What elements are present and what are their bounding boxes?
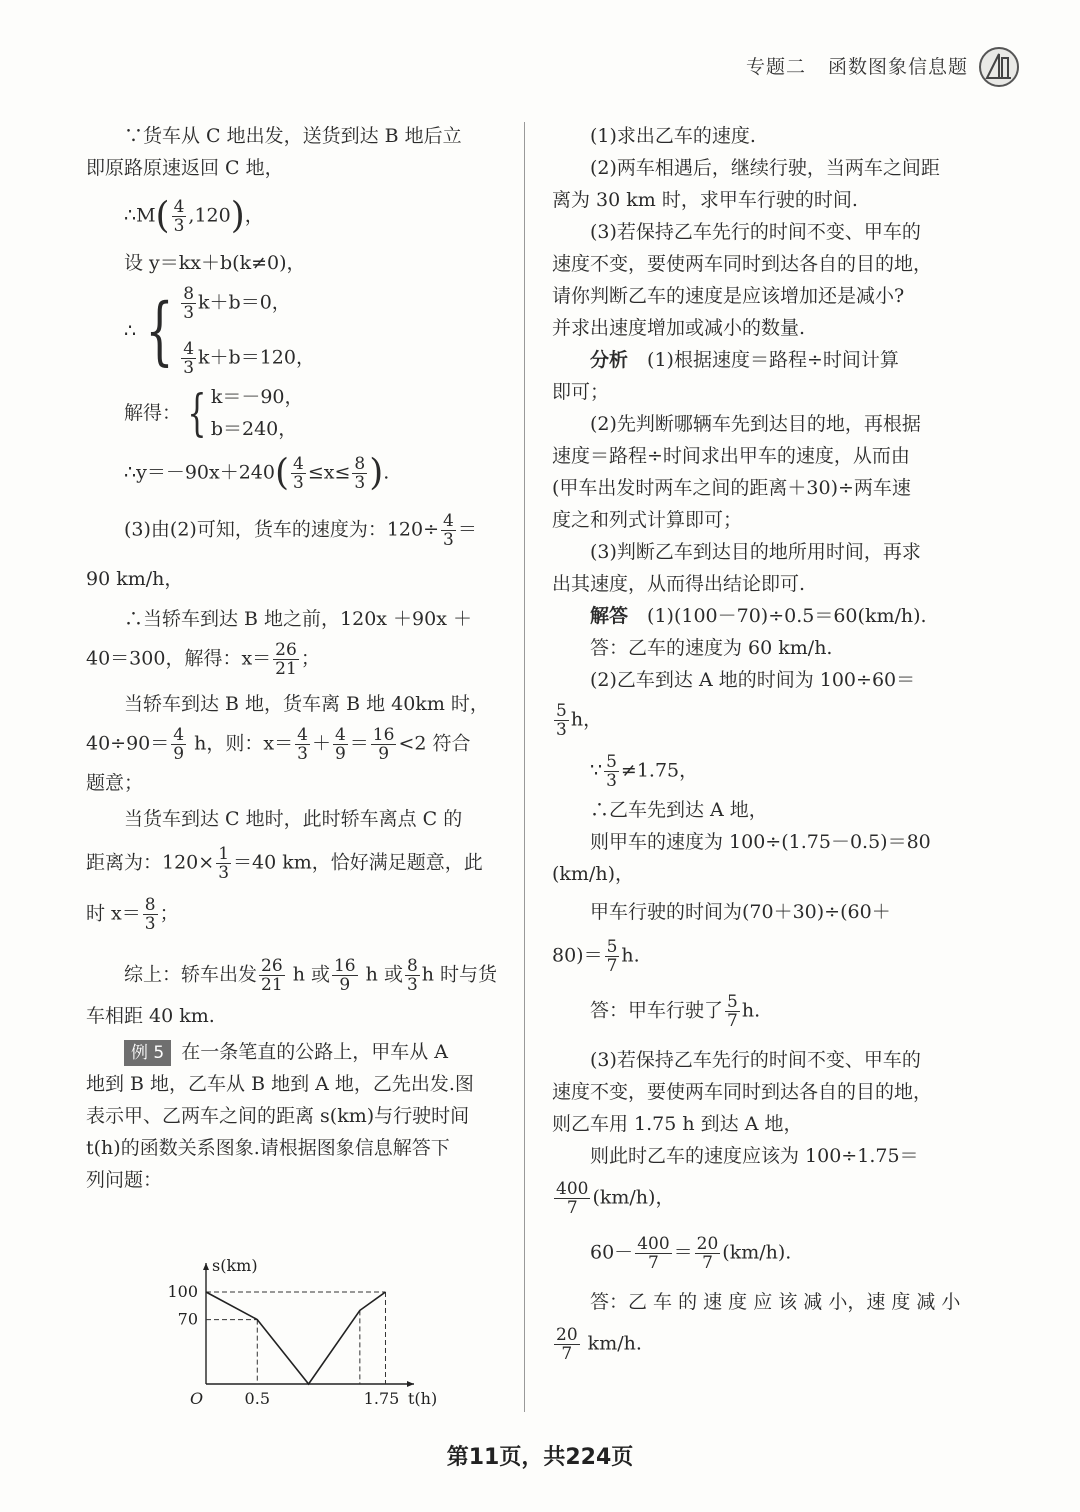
text-line: 答：乙 车 的 速 度 应 该 减 小，速 度 减 小 — [590, 1291, 961, 1313]
x-axis-arrow — [407, 1381, 414, 1387]
text-line: 则乙车用 1.75 h 到达 A 地， — [552, 1113, 803, 1135]
text-line: (2)先判断哪辆车先到达目的地，再根据 — [590, 413, 921, 435]
text-line: (3)若保持乙车先行的时间不变、甲车的 — [590, 1049, 921, 1071]
text-line: 即原路原速返回 C 地， — [86, 157, 284, 179]
text-line: (2)乙车到达 A 地的时间为 100÷60＝ — [590, 669, 916, 691]
text-line: ∵ $\frac{5}{3}$ ≠1.75， — [590, 752, 699, 791]
text-line: ∴y＝－90x＋240( $\frac{4}{3}$ ≤x≤ $\frac{8}{3}$ ). — [124, 452, 390, 494]
fraction: $\frac{4}{3}$ — [173, 197, 185, 236]
text-line: 则此时乙车的速度应该为 100÷1.75＝ — [590, 1145, 919, 1167]
right-column — [552, 120, 964, 1363]
text-line: 则甲车的速度为 100÷(1.75－0.5)＝80 — [590, 831, 931, 853]
header-text — [746, 52, 968, 79]
text-line: 请你判断乙车的速度是应该增加还是减小? — [552, 285, 905, 307]
text-line: ∴M( $\frac{4}{3}$ ,120)， — [124, 195, 264, 237]
text-line: (3)判断乙车到达目的地所用时间，再求 — [590, 541, 921, 563]
text-line: t(h)的函数关系图象.请根据图象信息解答下 — [86, 1137, 450, 1159]
text-line: 设 y＝kx＋b(k≠0)， — [124, 252, 306, 274]
text-line: 答：甲车行驶了 $\frac{5}{7}$ h. — [590, 992, 761, 1031]
x-tick-label: 1.75 — [363, 1389, 400, 1408]
text-line: 列问题： — [86, 1169, 163, 1191]
text-line: (3)由(2)可知，货车的速度为：120÷ $\frac{4}{3}$ ＝ — [124, 511, 477, 550]
text-line: 出其速度，从而得出结论即可. — [552, 573, 806, 595]
text-line: 即可； — [552, 381, 610, 403]
text-line: $\frac{20}{7}$ km/h. — [556, 1325, 642, 1364]
text-line: (km/h)， — [552, 863, 634, 885]
text-line: 速度＝路程÷时间求出甲车的速度，从而由 — [552, 445, 910, 467]
answer-label: 解答 — [590, 605, 629, 627]
text-line: $\frac{400}{7}$ (km/h)， — [556, 1179, 675, 1218]
text-line: 并求出速度增加或减小的数量. — [552, 317, 806, 339]
text-line: 离为 30 km 时，求甲车行驶的时间. — [552, 189, 858, 211]
y-axis-label: s(km) — [212, 1256, 258, 1275]
text-line: 距离为：120× $\frac{1}{3}$ ＝40 km，恰好满足题意，此 — [86, 844, 483, 883]
analysis-label: 分析 — [590, 349, 629, 371]
y-axis-arrow — [203, 1263, 209, 1270]
left-column — [86, 120, 498, 1196]
text-line: 例 5 在一条笔直的公路上，甲车从 A — [86, 1036, 498, 1068]
header-title: 函数图象信息题 — [827, 56, 968, 78]
column-divider — [524, 122, 525, 1412]
text-line: 时 x＝ $\frac{8}{3}$ ； — [86, 895, 179, 934]
text-line: 80)＝ $\frac{5}{7}$ h. — [552, 937, 640, 976]
text-line: 表示甲、乙两车之间的距离 s(km)与行驶时间 — [86, 1105, 470, 1127]
y-tick-label: 100 — [167, 1282, 198, 1301]
text-line: 60－ $\frac{400}{7}$ ＝ $\frac{20}{7}$ (km/h). — [590, 1234, 792, 1273]
text-line: ∵货车从 C 地出发，送货到达 B 地后立 — [124, 125, 462, 147]
origin-label: O — [190, 1389, 204, 1408]
text-line: ∴乙车先到达 A 地， — [590, 799, 768, 821]
text-line: 40＝300，解得：x＝ $\frac{26}{21}$ ； — [86, 640, 320, 679]
distance-time-chart — [166, 1256, 438, 1412]
text-line: 速度不变，要使两车同时到达各自的目的地， — [552, 253, 933, 275]
text-line: 题意； — [86, 772, 144, 794]
page-header — [0, 46, 1080, 86]
y-tick-label: 70 — [177, 1309, 198, 1329]
header-topic: 专题二 — [745, 56, 806, 78]
text-line: 解答 (1)(100－70)÷0.5＝60(km/h). — [590, 605, 927, 627]
text-line: (甲车出发时两车之间的距离＋30)÷两车速 — [552, 477, 911, 499]
solution-system: 解得： { k＝－90， b＝240， — [124, 384, 304, 442]
text-line: 速度不变，要使两车同时到达各自的目的地， — [552, 1081, 933, 1103]
text-line: 40÷90＝ $\frac{4}{9}$ h，则：x＝ $\frac{4}{3}$ ＋ $\frac{4}{9}$ ＝ $\frac{16}{9}$ <2 符合 — [86, 725, 471, 764]
text-line: 90 km/h， — [86, 568, 184, 590]
text-line: 车相距 40 km. — [86, 1005, 215, 1027]
text-line: $\frac{5}{3}$ h， — [556, 701, 603, 740]
page-number: 第11页，共224页 — [446, 1445, 634, 1470]
x-axis-label: t(h) — [408, 1389, 438, 1408]
text-line: 度之和列式计算即可； — [552, 509, 743, 531]
text-line: (2)两车相遇后，继续行驶，当两车之间距 — [590, 157, 940, 179]
text-line: 答：乙车的速度为 60 km/h. — [590, 637, 833, 659]
text-line: (3)若保持乙车先行的时间不变、甲车的 — [590, 221, 921, 243]
text-line: (1)求出乙车的速度. — [590, 125, 756, 147]
text-line: 当货车到达 C 地时，此时轿车离点 C 的 — [124, 808, 463, 830]
text-line: ∴当轿车到达 B 地之前，120x ＋90x ＋ — [124, 608, 472, 630]
text-line: 甲车行驶的时间为(70＋30)÷(60＋ — [590, 901, 891, 923]
text-line: 分析 (1)根据速度＝路程÷时间计算 — [590, 349, 899, 371]
geometry-tools-icon — [978, 46, 1020, 88]
example-tag: 例 5 — [124, 1040, 171, 1066]
text-line: 综上：轿车出发 $\frac{26}{21}$ h 或 $\frac{16}{9}$ h 或 $\frac{8}{3}$ h 时与货 — [124, 956, 498, 995]
x-tick-label: 0.5 — [244, 1389, 271, 1408]
distance-series-line — [206, 1292, 385, 1384]
text-line: 当轿车到达 B 地，货车离 B 地 40km 时， — [124, 693, 489, 715]
equation-system: ∴ { $\frac{8}{3}$ k＋b＝0， $\frac{4}{3}$ k＋b＝120， — [124, 284, 315, 378]
text-line: 地到 B 地，乙车从 B 地到 A 地，乙先出发.图 — [86, 1073, 474, 1095]
